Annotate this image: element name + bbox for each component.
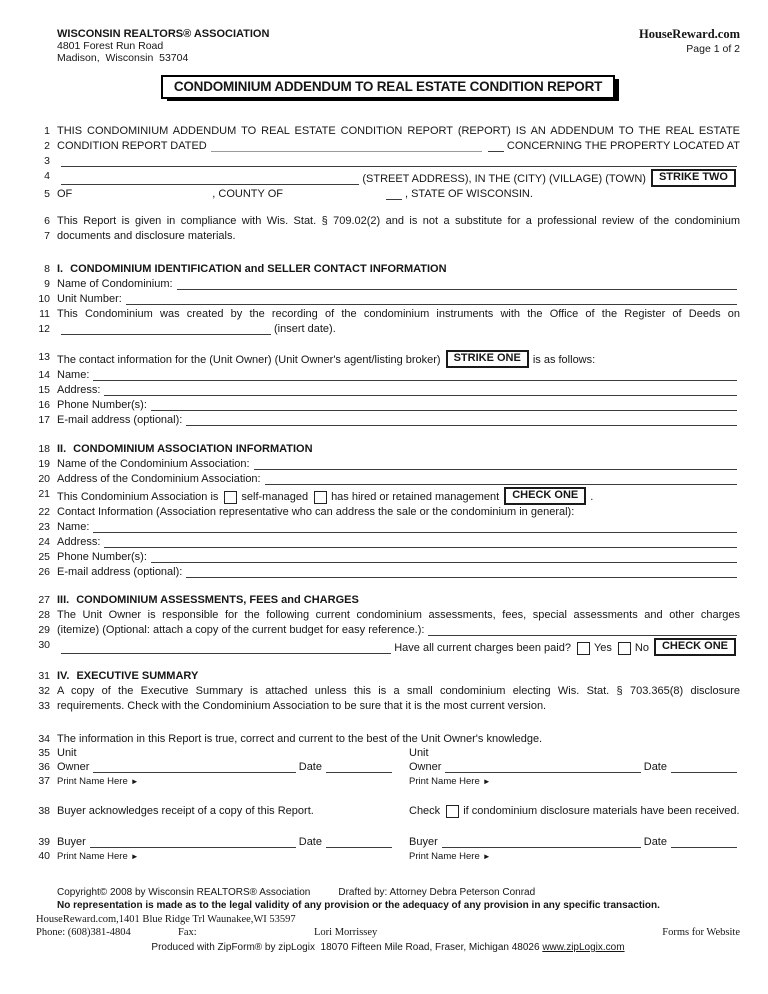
form-line-5 (36, 187, 740, 202)
strike-one-box: STRIKE ONE (446, 350, 529, 368)
checkbox-hired-management[interactable] (314, 491, 327, 504)
line-number: 6 (44, 215, 50, 227)
print-name-label: Print Name Here (409, 776, 480, 787)
line-number: 21 (38, 488, 50, 500)
forms-for-website-text: Forms for Website (662, 927, 740, 938)
office-address-text: HouseReward.com,1401 Blue Ridge Trl Waunakee,WI 53597 (36, 914, 296, 925)
line-number: 35 (38, 747, 50, 759)
page-header (57, 28, 740, 64)
agent-name: Lori Morrissey (314, 927, 378, 938)
line-number: 39 (38, 836, 50, 848)
form-line-4 (36, 169, 740, 187)
line-number: 25 (38, 551, 50, 563)
line-number: 32 (38, 685, 50, 697)
buyer1-signature-blank[interactable] (90, 847, 296, 848)
office-phone: Phone: (608)381-4804 (36, 927, 131, 938)
line-number: 2 (44, 140, 50, 152)
line-number: 29 (38, 624, 50, 636)
form-line-12 (36, 322, 740, 337)
yes-label: Yes (593, 642, 612, 654)
line-number: 15 (38, 384, 50, 396)
line-number: 27 (38, 594, 50, 606)
assoc-contact-address-label: Address: (57, 536, 101, 548)
line-number: 12 (38, 323, 50, 335)
line-number: 14 (38, 369, 50, 381)
association-street: 4801 Forest Run Road (57, 40, 164, 52)
seller-name-label: Name: (57, 369, 90, 381)
print-name-label: Print Name Here (57, 776, 128, 787)
unit-label: Unit (57, 747, 77, 759)
recording-text: This Condominium was created by the recording of the condominium instruments with the Office of the Register of Deeds on (57, 308, 740, 320)
form-line-20 (36, 472, 740, 487)
section-numeral: IV. (57, 670, 70, 682)
form-line-17 (36, 413, 740, 428)
association-city: Madison, Wisconsin 53704 (57, 52, 189, 64)
owner-label: Owner (409, 761, 442, 773)
form-line-24 (36, 535, 740, 550)
assoc-contact-email-blank[interactable] (186, 577, 737, 578)
line-number: 17 (38, 414, 50, 426)
contact-info-text: The contact information for the (Unit Owner) (Unit Owner's agent/listing broker) (57, 354, 441, 366)
of-label: OF (57, 188, 73, 200)
line-number: 30 (38, 639, 50, 651)
form-line-28 (36, 608, 740, 623)
self-managed-label: self-managed (241, 491, 309, 503)
office-fax-label: Fax: (178, 927, 197, 938)
section-2-heading: CONDOMINIUM ASSOCIATION INFORMATION (73, 443, 313, 455)
line-number: 16 (38, 399, 50, 411)
concerning-text: CONCERNING THE PROPERTY LOCATED AT (506, 140, 740, 152)
form-line-32 (36, 684, 740, 699)
form-line-22 (36, 505, 740, 520)
assessments-blank-cont[interactable] (61, 653, 391, 654)
seller-address-blank[interactable] (104, 395, 737, 396)
page-footer (36, 886, 740, 955)
assoc-contact-phone-blank[interactable] (151, 562, 737, 563)
association-is-text: This Condominium Association is (57, 491, 219, 503)
buyer2-signature-blank[interactable] (442, 847, 641, 848)
check-one-box: CHECK ONE (654, 638, 736, 656)
form-line-40 (36, 850, 740, 863)
condominium-name-blank[interactable] (177, 289, 737, 290)
form-line-37 (36, 775, 740, 788)
arrow-right-icon: ► (130, 852, 139, 861)
form-line-27 (36, 593, 740, 608)
line-number: 38 (38, 805, 50, 817)
report-dated-label: CONDITION REPORT DATED (57, 140, 207, 152)
section-numeral: III. (57, 594, 70, 606)
ziplogix-link[interactable]: www.zipLogix.com (542, 942, 625, 953)
line-number: 40 (38, 850, 50, 862)
unit-number-label: Unit Number: (57, 293, 122, 305)
compliance-text-cont: documents and disclosure materials. (57, 230, 236, 242)
executive-summary-text: A copy of the Executive Summary is attached unless this is a small condominium electing Wis. Stat. § 703.365(8) disclosure (57, 685, 740, 697)
line-number: 11 (39, 308, 50, 320)
arrow-right-icon: ► (130, 777, 139, 786)
section-numeral: I. (57, 263, 64, 275)
form-line-39 (36, 835, 740, 850)
line-number: 34 (38, 733, 50, 745)
owner1-date-blank[interactable] (326, 772, 392, 773)
form-line-11 (36, 307, 740, 322)
form-line-3 (36, 154, 740, 169)
owner1-signature-blank[interactable] (93, 772, 295, 773)
buyer2-date-blank[interactable] (671, 847, 737, 848)
assoc-contact-address-blank[interactable] (104, 547, 737, 548)
check-label: Check (409, 805, 441, 817)
unit-number-blank[interactable] (126, 304, 737, 305)
no-label: No (634, 642, 649, 654)
date-label: Date (643, 761, 667, 773)
section-numeral: II. (57, 443, 67, 455)
form-line-34 (36, 732, 740, 747)
association-name: WISCONSIN REALTORS® ASSOCIATION (57, 28, 270, 40)
line-number: 5 (44, 188, 50, 200)
owner-label: Owner (57, 761, 90, 773)
insert-date-label: (insert date). (274, 323, 336, 335)
drafted-by-text: Drafted by: Attorney Debra Peterson Conrad (338, 887, 536, 898)
form-line-14 (36, 368, 740, 383)
buyer1-date-blank[interactable] (326, 847, 392, 848)
period-text: . (590, 491, 594, 503)
form-line-13 (36, 350, 740, 368)
buyer-acknowledges-text: Buyer acknowledges receipt of a copy of this Report. (57, 805, 314, 817)
buyer-label: Buyer (409, 836, 438, 848)
line-number: 9 (44, 278, 50, 290)
line-number: 37 (38, 775, 50, 787)
assoc-contact-phone-label: Phone Number(s): (57, 551, 147, 563)
print-name-label: Print Name Here (409, 851, 480, 862)
line-number: 33 (38, 700, 50, 712)
association-address-label: Address of the Condominium Association: (57, 473, 261, 485)
form-line-33 (36, 699, 740, 714)
line-number: 4 (44, 170, 50, 182)
arrow-right-icon: ► (482, 852, 491, 861)
disclosure-received-text: if condominium disclosure materials have been received. (463, 805, 740, 817)
owner2-date-blank[interactable] (671, 772, 737, 773)
date-label: Date (298, 836, 322, 848)
form-line-29 (36, 623, 740, 638)
form-title: CONDOMINIUM ADDENDUM TO REAL ESTATE CONDITION REPORT (161, 75, 615, 99)
contact-information-text: Contact Information (Association representative who can address the sale or the condominium in general): (57, 506, 575, 518)
intro-text: THIS CONDOMINIUM ADDENDUM TO REAL ESTATE CONDITION REPORT (REPORT) IS AN ADDENDUM TO THE REAL ESTATE (57, 125, 740, 137)
property-description-blank[interactable] (61, 166, 737, 167)
blank-tick[interactable] (488, 151, 504, 152)
association-name-blank[interactable] (254, 469, 737, 470)
condominium-name-label: Name of Condominium: (57, 278, 173, 290)
form-line-10 (36, 292, 740, 307)
form-line-8 (36, 262, 740, 277)
association-address-block (57, 28, 269, 64)
site-name: HouseReward.com (638, 27, 740, 41)
checkbox-charges-paid-no[interactable] (618, 642, 631, 655)
form-line-36 (36, 760, 740, 775)
line-number: 10 (38, 293, 50, 305)
checkbox-disclosure-received[interactable] (446, 805, 459, 818)
checkbox-charges-paid-yes[interactable] (577, 642, 590, 655)
legal-disclaimer: No representation is made as to the legal validity of any provision or the adequacy of any provision in any specific transaction. (57, 900, 660, 911)
line-number: 23 (38, 521, 50, 533)
report-date-blank[interactable] (211, 151, 482, 152)
check-one-box: CHECK ONE (504, 487, 586, 505)
line-number: 24 (38, 536, 50, 548)
line-number: 13 (38, 351, 50, 363)
assessments-blank[interactable] (428, 635, 737, 636)
form-line-31 (36, 669, 740, 684)
seller-email-blank[interactable] (186, 425, 737, 426)
form-line-7 (36, 229, 740, 244)
assoc-contact-name-label: Name: (57, 521, 90, 533)
line-number: 20 (38, 473, 50, 485)
print-name-label: Print Name Here (57, 851, 128, 862)
line-number: 1 (44, 125, 50, 137)
is-as-follows-text: is as follows: (532, 354, 596, 366)
copyright-text: Copyright© 2008 by Wisconsin REALTORS® Association (57, 887, 311, 898)
produced-with-text: Produced with ZipForm® by zipLogix 18070 Fifteen Mile Road, Fraser, Michigan 48026 (151, 942, 540, 953)
section-1-heading: CONDOMINIUM IDENTIFICATION and SELLER CONTACT INFORMATION (70, 263, 447, 275)
unit-label: Unit (409, 747, 429, 759)
strike-two-box: STRIKE TWO (651, 169, 736, 187)
form-line-18 (36, 442, 740, 457)
recording-date-blank[interactable] (61, 334, 271, 335)
seller-phone-label: Phone Number(s): (57, 399, 147, 411)
form-line-21 (36, 487, 740, 505)
date-label: Date (643, 836, 667, 848)
street-address-blank[interactable] (61, 184, 359, 185)
date-label: Date (298, 761, 322, 773)
form-line-9 (36, 277, 740, 292)
compliance-text: This Report is given in compliance with Wis. Stat. § 709.02(2) and is not a substitute for a professional review of the condominium (57, 215, 740, 227)
executive-summary-cont: requirements. Check with the Condominium Association to be sure that it is the most current version. (57, 700, 547, 712)
line-number: 26 (38, 566, 50, 578)
line-number: 7 (44, 230, 50, 242)
line-number: 28 (38, 609, 50, 621)
line-number: 19 (38, 458, 50, 470)
form-line-19 (36, 457, 740, 472)
form-line-15 (36, 383, 740, 398)
line-number: 22 (38, 506, 50, 518)
section-4-heading: EXECUTIVE SUMMARY (76, 670, 199, 682)
line-number: 36 (38, 761, 50, 773)
street-address-label: (STREET ADDRESS), IN THE (CITY) (VILLAGE) (TOWN) (362, 173, 646, 185)
assessments-text: The Unit Owner is responsible for the following current condominium assessments, fees, special assessments and other charges (57, 609, 740, 621)
association-address-blank[interactable] (265, 484, 737, 485)
line-number: 31 (38, 670, 50, 682)
seller-name-blank[interactable] (93, 380, 737, 381)
checkbox-self-managed[interactable] (224, 491, 237, 504)
form-line-30 (36, 638, 740, 656)
assoc-contact-email-label: E-mail address (optional): (57, 566, 183, 578)
form-line-2 (36, 139, 740, 154)
seller-phone-blank[interactable] (151, 410, 737, 411)
form-line-23 (36, 520, 740, 535)
county-of-label: , COUNTY OF (212, 188, 283, 200)
form-line-25 (36, 550, 740, 565)
form-line-16 (36, 398, 740, 413)
form-line-35 (36, 747, 740, 760)
itemize-label: (itemize) (Optional: attach a copy of the current budget for easy reference.): (57, 624, 425, 636)
buyer-label: Buyer (57, 836, 86, 848)
owner2-signature-blank[interactable] (445, 772, 640, 773)
state-label: , STATE OF WISCONSIN. (404, 188, 533, 200)
line-number: 18 (38, 443, 50, 455)
form-line-38 (36, 804, 740, 819)
form-line-1 (36, 124, 740, 139)
assoc-contact-name-blank[interactable] (93, 532, 737, 533)
section-3-heading: CONDOMINIUM ASSESSMENTS, FEES and CHARGES (76, 594, 359, 606)
line-number: 3 (44, 155, 50, 167)
form-line-6 (36, 214, 740, 229)
seller-address-label: Address: (57, 384, 101, 396)
arrow-right-icon: ► (482, 777, 491, 786)
association-name-label: Name of the Condominium Association: (57, 458, 250, 470)
page-number: Page 1 of 2 (686, 43, 740, 55)
blank-tick[interactable] (386, 199, 402, 200)
hired-management-label: has hired or retained management (331, 491, 500, 503)
charges-paid-question: Have all current charges been paid? (394, 642, 571, 654)
seller-email-label: E-mail address (optional): (57, 414, 183, 426)
line-number: 8 (44, 263, 50, 275)
form-line-26 (36, 565, 740, 580)
certification-text: The information in this Report is true, correct and current to the best of the Unit Owner's knowledge. (57, 733, 543, 745)
